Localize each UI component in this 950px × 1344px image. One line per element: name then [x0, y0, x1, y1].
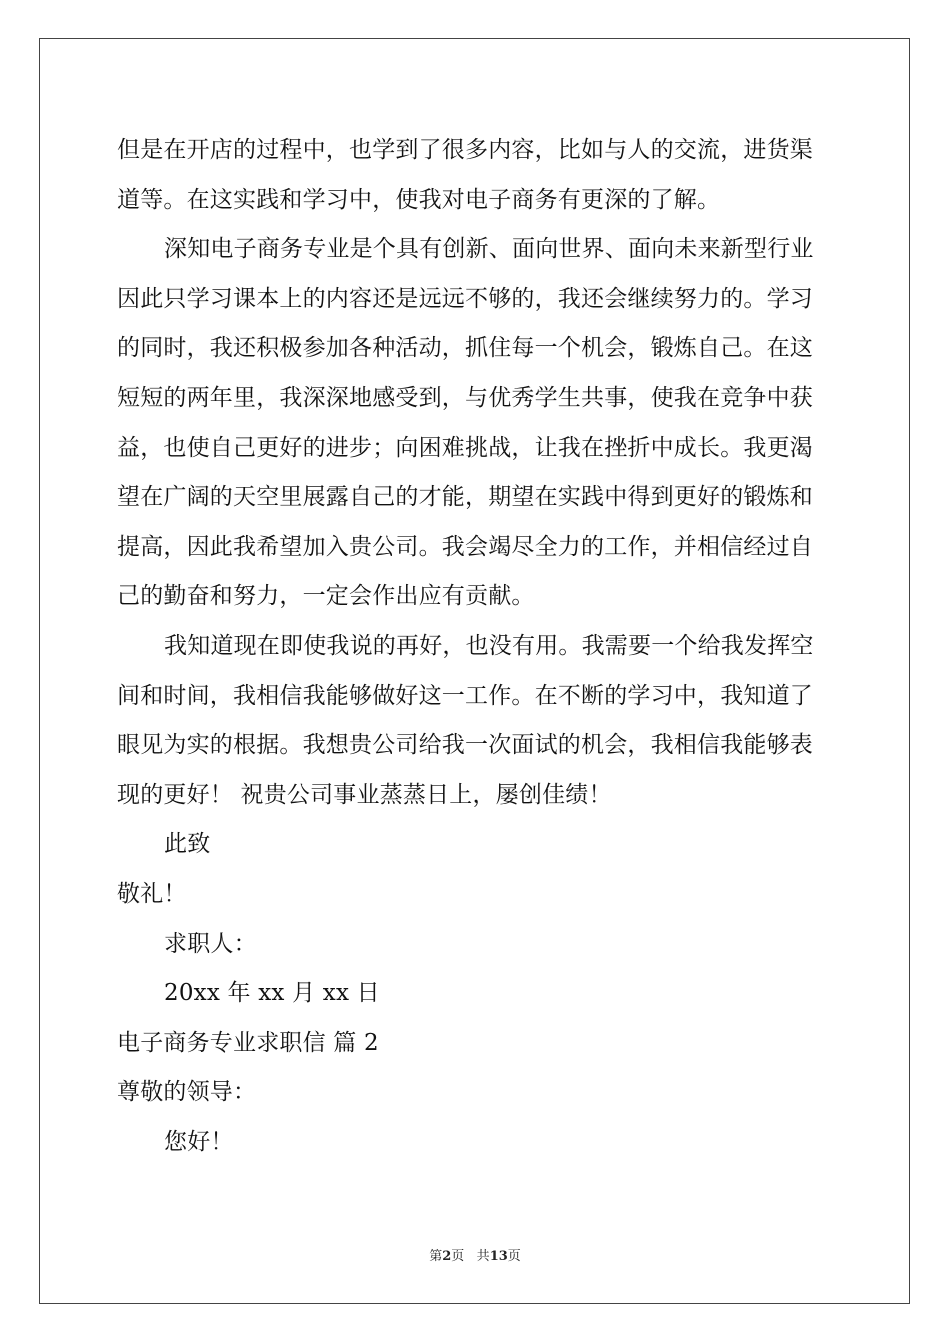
page-suffix: 页 — [451, 1249, 465, 1264]
total-pages: 13 — [489, 1249, 508, 1264]
text-line: 我知道现在即使我说的再好，也没有用。我需要一个给我发挥空 — [164, 632, 814, 659]
greeting-recipient: 尊敬的领导： — [117, 1079, 257, 1106]
text-line: 益，也使自己更好的进步；向困难挑战，让我在挫折中成长。我更渴 — [117, 434, 813, 461]
text-line: 短短的两年里，我深深地感受到，与优秀学生共事，使我在竞争中获 — [117, 384, 813, 411]
document-body — [117, 126, 837, 1167]
text-line: 的同时，我还积极参加各种活动，抓住每一个机会，锻炼自己。在这 — [117, 335, 813, 362]
text-line: 眼见为实的根据。我想贵公司给我一次面试的机会，我相信我能够表 — [117, 732, 813, 759]
text-line: 现的更好！ 祝贵公司事业蒸蒸日上，屡创佳绩！ — [117, 781, 612, 808]
letter-date: 20xx 年 xx 月 xx 日 — [164, 980, 380, 1007]
text-line: 间和时间，我相信我能够做好这一工作。在不断的学习中，我知道了 — [117, 682, 813, 709]
closing-regards: 敬礼！ — [117, 880, 187, 907]
text-line: 深知电子商务专业是个具有创新、面向世界、面向未来新型行业 — [164, 236, 814, 263]
greeting: 您好！ — [164, 1128, 234, 1155]
closing-salutation: 此致 — [164, 831, 211, 858]
total-suffix: 页 — [507, 1249, 521, 1264]
text-line: 道等。在这实践和学习中，使我对电子商务有更深的了解。 — [117, 186, 721, 213]
total-prefix: 共 — [476, 1249, 490, 1264]
text-line: 但是在开店的过程中，也学到了很多内容，比如与人的交流，进货渠 — [117, 137, 813, 163]
text-line: 望在广阔的天空里展露自己的才能，期望在实践中得到更好的锻炼和 — [117, 484, 813, 511]
text-line: 因此只学习课本上的内容还是远远不够的，我还会继续努力的。学习 — [117, 285, 813, 312]
page-footer — [0, 1248, 950, 1266]
page-number: 2 — [442, 1249, 452, 1264]
section-title: 电子商务专业求职信 篇 2 — [117, 1029, 379, 1056]
text-line: 己的勤奋和努力，一定会作出应有贡献。 — [117, 583, 535, 610]
page-prefix: 第 — [429, 1249, 443, 1264]
applicant-label: 求职人： — [164, 930, 257, 957]
text-line: 提高，因此我希望加入贵公司。我会竭尽全力的工作，并相信经过自 — [117, 533, 813, 560]
